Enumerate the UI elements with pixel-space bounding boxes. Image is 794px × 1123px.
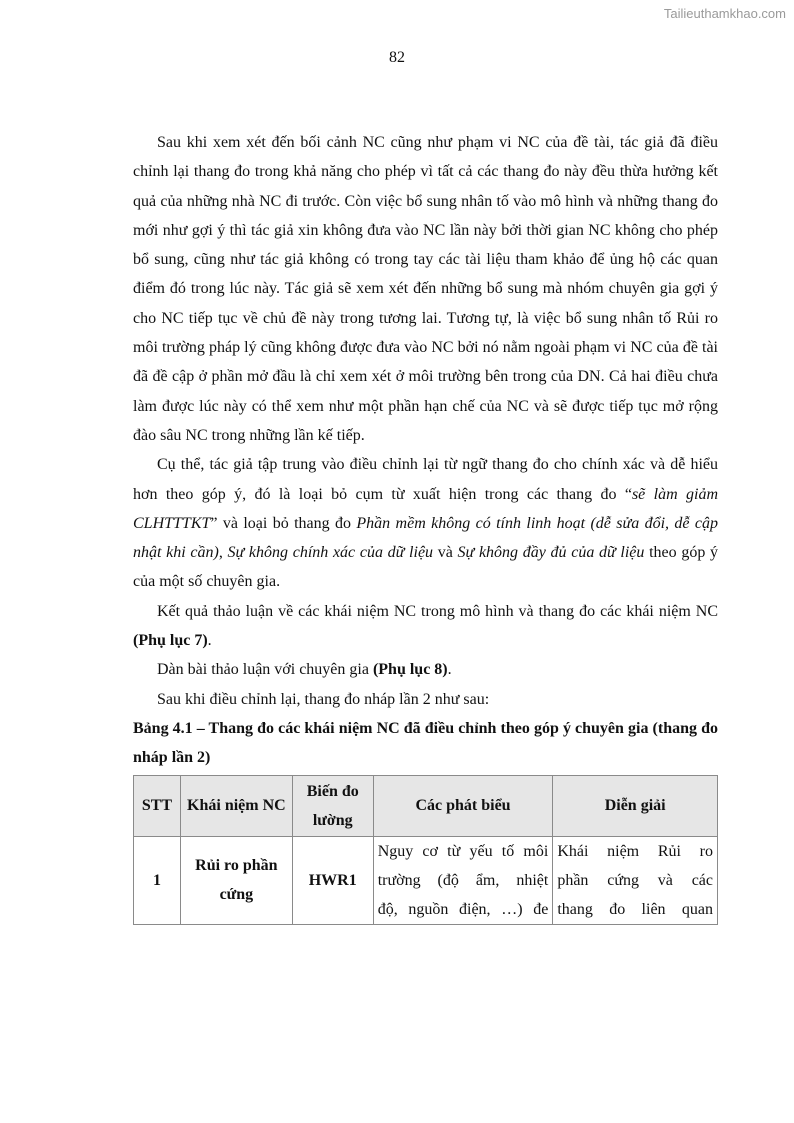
header-explanation: Diễn giải [553,775,718,836]
cell-variable: HWR1 [292,836,373,924]
scale-table [133,775,718,925]
explanation-line: phần cứng và các [557,871,713,889]
text: và [433,544,458,562]
page-number: 82 [389,49,405,66]
cell-explanation [553,836,718,924]
statement-line: trường (độ ẩm, nhiệt [377,871,549,889]
table-row [134,836,718,924]
text: , [218,544,228,562]
explanation-line: Khái niệm Rủi ro [557,842,713,860]
statement-line: Nguy cơ từ yếu tố môi [377,842,549,860]
paragraph-appendix-7 [133,597,718,656]
document-body [133,128,718,925]
table-header-row [134,775,718,836]
text: Kết quả thảo luận về các khái niệm NC trong mô hình và thang đo các khái niệm NC [157,602,718,620]
italic-text: Sự không chính xác của dữ liệu [227,544,434,562]
text: . [207,632,212,650]
cell-statement [373,836,553,924]
header-variable: Biến đo lường [292,775,373,836]
header-stt: STT [134,775,181,836]
text: . [447,661,452,679]
explanation-line: thang đo liên quan [557,900,713,918]
paragraph-intro-table: Sau khi điều chỉnh lại, thang đo nháp lần 2 như sau: [157,690,490,708]
header-statements: Các phát biểu [373,775,553,836]
text: theo góp ý của một số chuyên gia. [133,544,719,591]
paragraph-appendix-8 [133,655,718,684]
header-concept: Khái niệm NC [180,775,292,836]
text: Cụ thể, tác giả tập trung vào điều chỉnh lại từ ngữ thang đo cho chính xác và dễ hiểu hơn theo góp ý, đó là loại bỏ cụm từ xuất hiện trong các thang đo “ [133,456,718,503]
text: ” và loại bỏ thang đo [210,514,357,532]
italic-text: Phần mềm không có tính linh hoạt (dễ sửa đổi, dễ cập nhật khi cần) [133,514,718,562]
text: Dàn bài thảo luận với chuyên gia [157,661,373,679]
cell-stt: 1 [134,836,181,924]
italic-text: sẽ làm giảm CLHTTTKT [133,485,719,532]
table-caption: Bảng 4.1 – Thang đo các khái niệm NC đã điều chỉnh theo góp ý chuyên gia (thang đo nháp lần 2) [133,719,718,767]
cell-concept: Rủi ro phần cứng [180,836,292,924]
watermark: Tailieuthamkhao.com [663,6,786,21]
italic-text: Sự không đầy đủ của dữ liệu [457,544,645,562]
appendix-ref: (Phụ lục 8) [372,661,448,679]
appendix-ref: (Phụ lục 7) [133,632,208,650]
statement-line: độ, nguồn điện, …) đe [377,900,549,918]
paragraph-adjustments [133,450,718,596]
paragraph-context: Sau khi xem xét đến bối cảnh NC cũng như phạm vi NC của đề tài, tác giả đã điều chỉnh lại thang đo trong khả năng cho phép vì tất cả các thang đo này đều thừa hưởng kết quả của những nhà NC đi trước. Còn việc bổ sung nhân tố vào mô hình và những thang đo mới như gợi ý thì tác giả xin không đưa vào NC lần này bởi thời gian NC không cho phép bổ sung, cũng như tác giả không có trong tay các tài liệu tham khảo để ủng hộ các quan điểm đó trong lúc này. Tác giả sẽ xem xét đến những bổ sung mà nhóm chuyên gia gợi ý cho NC tiếp tục về chủ đề này trong tương lai. Tương tự, là việc bổ sung nhân tố Rủi ro môi trường pháp lý cũng không được đưa vào NC bởi nó nằm ngoài phạm vi NC của đề tài đã đề cập ở phần mở đầu là chỉ xem xét ở môi trường bên trong của DN. Cả hai điều chưa làm được lúc này có thể xem như một phần hạn chế của NC và sẽ được tiếp tục mở rộng đào sâu NC trong những lần kế tiếp. [133,134,718,444]
